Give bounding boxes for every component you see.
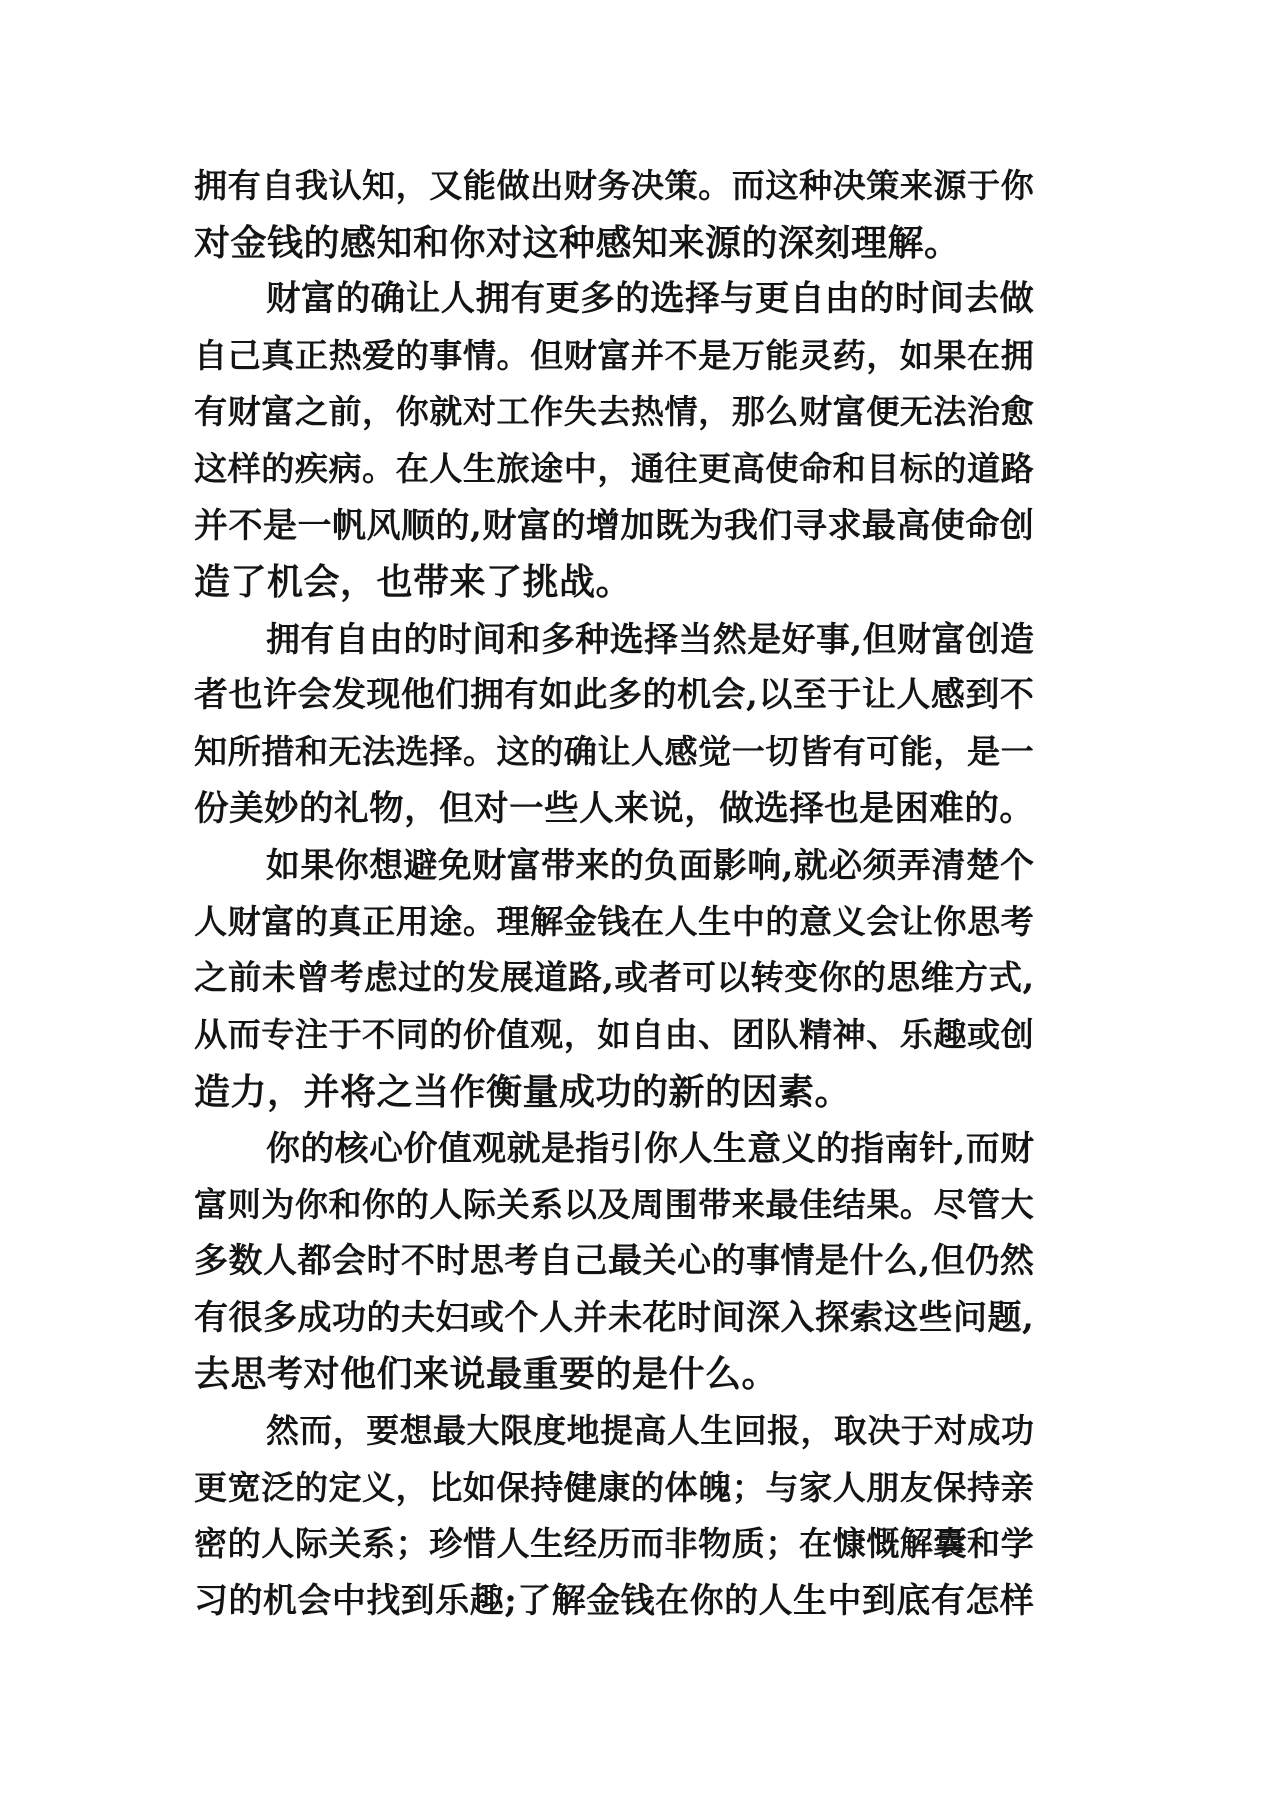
- text-line: 从而专注于不同的价值观，如自由、团队精神、乐趣或创: [194, 1014, 1035, 1054]
- paragraph-first-line: 拥有自由的时间和多种选择当然是好事,但财富创造: [266, 618, 1035, 659]
- paragraph-first-line: 你的核心价值观就是指引你人生意义的指南针,而财: [266, 1128, 1035, 1169]
- paragraph-first-line: 如果你想避免财富带来的负面影响,就必须弄清楚个: [266, 845, 1035, 886]
- text-line: 去思考对他们来说最重要的是什么。: [194, 1353, 779, 1396]
- text-line: 份美妙的礼物，但对一些人来说，做选择也是困难的。: [194, 788, 1035, 829]
- text-line: 对金钱的感知和你对这种感知来源的深刻理解。: [194, 221, 961, 264]
- text-line: 拥有自我认知，又能做出财务决策。而这种决策来源于你: [194, 166, 1035, 205]
- text-line: 富则为你和你的人际关系以及周围带来最佳结果。尽管大: [194, 1184, 1035, 1224]
- text-line: 知所措和无法选择。这的确让人感觉一切皆有可能，是一: [194, 731, 1035, 771]
- paragraph-first-line: 然而，要想最大限度地提高人生回报，取决于对成功: [266, 1411, 1035, 1451]
- text-line: 多数人都会时不时思考自己最关心的事情是什么,但仍然: [194, 1241, 1035, 1282]
- text-line: 者也许会发现他们拥有如此多的机会,以至于让人感到不: [194, 675, 1035, 716]
- text-line: 更宽泛的定义，比如保持健康的体魄；与家人朋友保持亲: [194, 1467, 1035, 1507]
- text-line: 人财富的真正用途。理解金钱在人生中的意义会让你思考: [194, 901, 1035, 941]
- body-text: [194, 158, 1034, 1629]
- text-line: 造了机会，也带来了挑战。: [194, 561, 633, 604]
- text-line: 并不是一帆风顺的,财富的增加既为我们寻求最高使命创: [194, 505, 1035, 546]
- text-line: 有财富之前，你就对工作失去热情，那么财富便无法治愈: [194, 392, 1035, 432]
- paragraph-first-line: 财富的确让人拥有更多的选择与更自由的时间去做: [266, 279, 1035, 320]
- text-line: 这样的疾病。在人生旅途中，通往更高使命和目标的道路: [194, 448, 1035, 488]
- text-line: 之前未曾考虑过的发展道路,或者可以转变你的思维方式,: [194, 958, 1035, 998]
- text-line: 密的人际关系；珍惜人生经历而非物质；在慷慨解囊和学: [194, 1524, 1035, 1564]
- text-line: 习的机会中找到乐趣;了解金钱在你的人生中到底有怎样: [194, 1580, 1035, 1621]
- text-line: 自己真正热爱的事情。但财富并不是万能灵药，如果在拥: [194, 335, 1035, 375]
- text-line: 造力，并将之当作衡量成功的新的因素。: [194, 1070, 852, 1113]
- text-line: 有很多成功的夫妇或个人并未花时间深入探索这些问题,: [194, 1297, 1035, 1338]
